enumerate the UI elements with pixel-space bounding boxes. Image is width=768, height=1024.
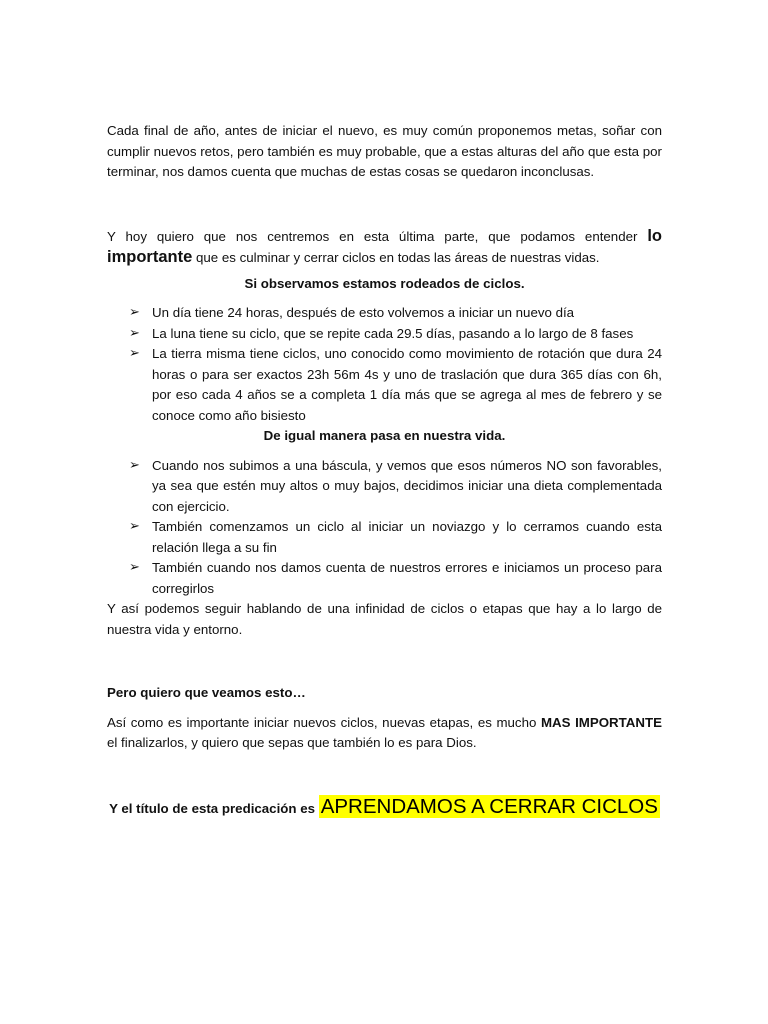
sermon-title-prefix: Y el título de esta predicación es — [109, 800, 319, 816]
focus-paragraph — [107, 226, 662, 269]
sermon-title-highlight: APRENDAMOS A CERRAR CICLOS — [320, 794, 658, 818]
importance-paragraph — [107, 713, 662, 754]
life-heading: De igual manera pasa en nuestra vida. — [263, 428, 506, 443]
arrow-bullet-icon: ➢ — [129, 457, 140, 473]
intro-paragraph: Cada final de año, antes de iniciar el nuevo, es muy común proponemos metas, soñar con cumplir nuevos retos, pero también es muy probable, que a estas alturas del año que esta por terminar, nos damos cuenta que muchas de estas cosas se quedaron inconclusas. — [107, 123, 662, 179]
list-item: ➢ La luna tiene su ciclo, que se repite cada 29.5 días, pasando a lo largo de 8 fases — [107, 324, 662, 345]
arrow-bullet-icon: ➢ — [129, 560, 140, 575]
arrow-bullet-icon: ➢ — [129, 305, 140, 320]
list-item: ➢ También cuando nos damos cuenta de nuestros errores e iniciamos un proceso para corregirlos — [129, 560, 662, 596]
sermon-title-line — [107, 794, 662, 820]
importance-paragraph-end: el finalizarlos, y quiero que sepas que también lo es para Dios. — [107, 735, 477, 750]
list-item: ➢ La tierra misma tiene ciclos, uno conocido como movimiento de rotación que dura 24 horas o para ser exactos 23h 56m 4s y uno de traslación que dura 365 días con 6h, por eso cada 4 años se a completa 1 día más que se agrega al mes de febrero y se conoce como año bisiesto — [129, 346, 662, 423]
lead-in-paragraph: Pero quiero que veamos esto… — [107, 685, 306, 700]
life-list — [107, 456, 662, 600]
emphasis-lo-importante: lo importante — [107, 226, 662, 266]
arrow-bullet-icon: ➢ — [129, 325, 140, 341]
cycles-list — [107, 303, 662, 426]
emphasis-mas-importante: MAS IMPORTANTE — [540, 714, 662, 730]
arrow-bullet-icon: ➢ — [129, 346, 140, 361]
list-item: ➢ Cuando nos subimos a una báscula, y vemos que esos números NO son favorables, ya sea que estén muy altos o muy bajos, decidimos iniciar una dieta complementada con ejercicio. — [129, 457, 662, 514]
infinity-paragraph: Y así podemos seguir hablando de una infinidad de ciclos o etapas que hay a lo largo de nuestra vida y entorno. — [107, 601, 662, 637]
focus-paragraph-start: Y hoy quiero que nos centremos en esta última parte, que podamos entender — [107, 228, 648, 244]
importance-paragraph-start: Así como es importante iniciar nuevos ciclos, nuevas etapas, es mucho — [107, 714, 541, 730]
list-item: ➢ También comenzamos un ciclo al iniciar un noviazgo y lo cerramos cuando esta relación llega a su fin — [129, 519, 662, 555]
focus-paragraph-end: que es culminar y cerrar ciclos en todas las áreas de nuestras vidas. — [192, 250, 600, 265]
arrow-bullet-icon: ➢ — [129, 519, 140, 534]
list-item: ➢ Un día tiene 24 horas, después de esto volvemos a iniciar un nuevo día — [107, 303, 662, 324]
cycles-heading: Si observamos estamos rodeados de ciclos. — [244, 275, 525, 291]
document-page — [107, 121, 662, 819]
